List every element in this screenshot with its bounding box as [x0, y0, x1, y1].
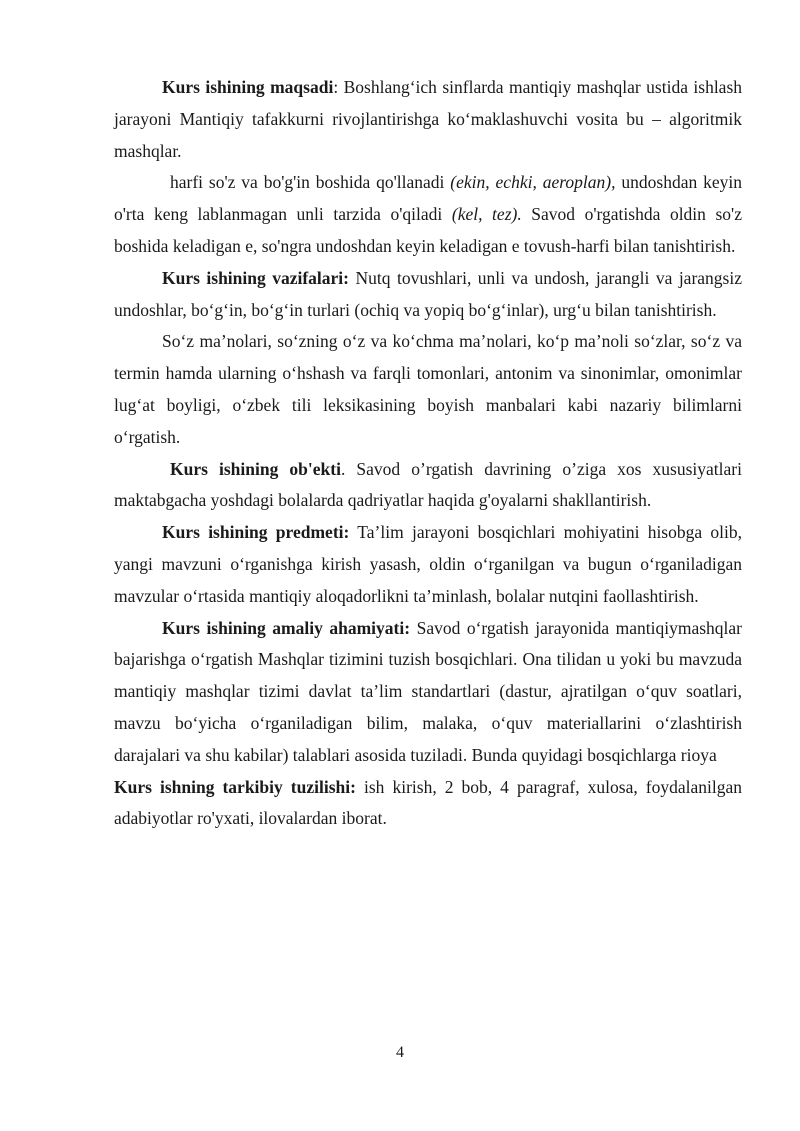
- text-object: . Savod o’rgatish davrining o’ziga xos xususiyatlari maktabgacha yoshdagi bolalarda qadriyatlar haqida g'oyalarni shakllantirish.: [114, 458, 742, 511]
- document-body: [114, 72, 742, 835]
- text-word-meanings: So‘z ma’nolari, so‘zning o‘z va ko‘chma ma’nolari, ko‘p ma’noli so‘zlar, so‘z va termin hamda ularning o‘hshash va farqli tomonlari, antonim va sinonimlar, omonimlar lug‘at boyligi, o‘zbek tili leksikasining boyish manbalari kabi nazariy bilimlarni o‘rgatish.: [114, 331, 742, 447]
- page-number: 4: [396, 1044, 404, 1061]
- text-goal: : Boshlang‘ich sinflarda mantiqiy mashqlar ustida ishlash jarayoni Mantiqiy tafakkurni rivojlantirishga ko‘maklashuvchi vosita bu – algoritmik mashqlar.: [114, 77, 743, 161]
- paragraph-subject: [114, 517, 742, 612]
- paragraph-object: [114, 454, 742, 518]
- text-structure: ish kirish, 2 bob, 4 paragraf, xulosa, foydalanilgan adabiyotlar ro'yxati, ilovalardan iborat.: [114, 776, 742, 829]
- paragraph-tasks: [114, 263, 742, 327]
- heading-goal: Kurs ishining maqsadi: [162, 77, 334, 97]
- heading-subject: Kurs ishining predmeti:: [162, 522, 350, 543]
- heading-object: Kurs ishining ob'ekti: [170, 458, 341, 479]
- heading-tasks: Kurs ishining vazifalari:: [162, 267, 349, 288]
- paragraph-goal: [114, 72, 742, 167]
- paragraph-practical: [114, 613, 742, 772]
- heading-practical: Kurs ishining amaliy ahamiyati:: [162, 617, 411, 638]
- text-tasks: Nutq tovushlari, unli va undosh, jarangli va jarangsiz undoshlar, bo‘g‘in, bo‘g‘in turlari (ochiq va yopiq bo‘g‘inlar), urg‘u bilan tanishtirish.: [114, 267, 742, 320]
- text-letter-e-3: Savod o'rgatishda oldin so'z boshida keladigan e, so'ngra undoshdan keyin keladigan e tovush-harfi bilan tanishtirish.: [114, 204, 742, 256]
- text-letter-e-2: undoshdan keyin o'rta keng lablanmagan unli tarzida o'qiladi: [114, 172, 742, 225]
- text-letter-e-1: harfi so'z va bo'g'in boshida qo'llanadi: [170, 172, 451, 193]
- text-practical: Savod o‘rgatish jarayonida mantiqiymashqlar bajarishga o‘rgatish Mashqlar tizimini tuzish bosqichlari. Ona tilidan u yoki bu mavzuda mantiqiy mashqlar tizimi davlat ta’lim standartlari (dastur, ajratilgan o‘quv soatlari, mavzu bo‘yicha o‘rganiladigan bilim, malaka, o‘quv materiallarini o‘zlashtirish darajalari va shu kabilar) talablari asosida tuziladi. Bunda quyidagi bosqichlarga rioya: [114, 617, 742, 765]
- text-subject: Ta’lim jarayoni bosqichlari mohiyatini hisobga olib, yangi mavzuni o‘rganishga kirish yasash, oldin o‘rganilgan va bugun o‘rganiladigan mavzular o‘rtasida mantiqiy aloqadorlikni ta’minlash, bolalar nutqini faollashtirish.: [114, 522, 742, 606]
- paragraph-letter-e: [114, 167, 742, 262]
- examples-2: (kel, tez).: [451, 204, 522, 225]
- paragraph-word-meanings: [114, 326, 742, 453]
- examples-1: (ekin, echki, aeroplan),: [450, 172, 616, 193]
- heading-structure: Kurs ishning tarkibiy tuzilishi:: [114, 776, 356, 797]
- paragraph-structure: [114, 772, 742, 836]
